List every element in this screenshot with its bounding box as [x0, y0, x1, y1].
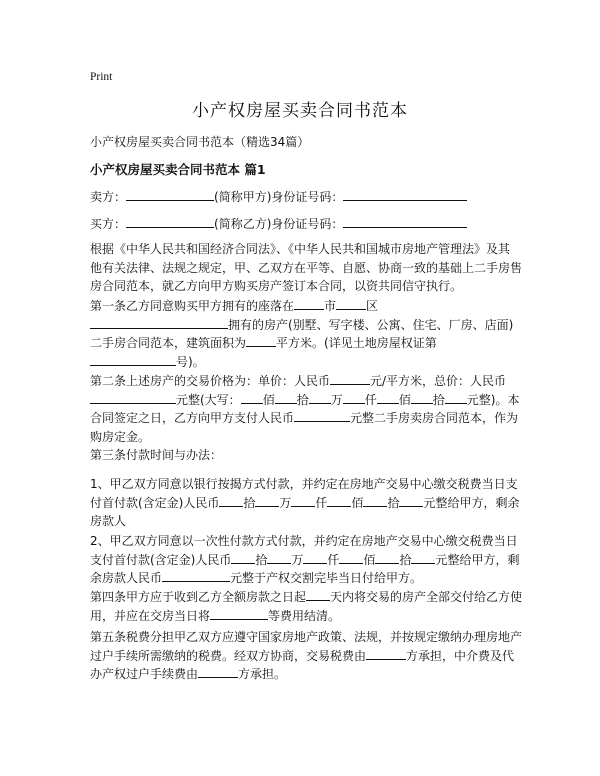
clause2-text: 元整给甲方，剩 — [435, 552, 520, 567]
clause2-text: 余房款人民币 — [90, 571, 163, 585]
article2-text: 合同签定之日，乙方向甲方支付人民币 — [90, 411, 295, 425]
unit-text: 仟 — [327, 552, 340, 567]
article1-text: 区 — [366, 299, 379, 313]
days-blank — [306, 588, 330, 601]
seller-name-blank — [126, 188, 214, 201]
article1-text: 拥有的房产(别墅、写字楼、公寓、住宅、厂房、店面) — [228, 317, 514, 332]
remaining-amount-blank — [162, 569, 230, 582]
article4-text: 第四条甲方应于收到乙方全额房款之日起 — [90, 590, 307, 604]
amount-digit-blank — [267, 551, 291, 564]
clause2-text: 元整于产权交割完毕当日付给甲方。 — [230, 571, 423, 585]
fees-blank — [210, 607, 268, 620]
clause1-text: 付首付款(含定金)人民币 — [90, 495, 220, 510]
total-price-blank — [90, 391, 176, 404]
amount-digit-blank — [327, 494, 351, 507]
amount-digit-blank — [343, 391, 365, 404]
article1-text: 市 — [324, 299, 337, 313]
amount-digit-blank — [375, 551, 399, 564]
article-1 — [90, 297, 520, 371]
article4-text: 用，并应在交房当日将 — [90, 608, 211, 623]
amount-digit-blank — [241, 391, 263, 404]
clause-2 — [90, 532, 520, 588]
transfer-fee-party-blank — [198, 665, 238, 678]
unit-text: 仟 — [364, 392, 377, 407]
seller-id-blank — [343, 188, 467, 201]
buyer-name-blank — [126, 215, 214, 228]
unit-text: 拾 — [432, 392, 445, 407]
article5-text: 方承担。 — [238, 667, 287, 681]
amount-digit-blank — [399, 494, 423, 507]
unit-text: 佰 — [262, 392, 275, 407]
unit-price-blank — [330, 372, 370, 385]
amount-digit-blank — [291, 494, 315, 507]
unit-text: 拾 — [255, 552, 268, 567]
unit-text: 拾 — [243, 495, 256, 510]
address-blank — [90, 316, 228, 329]
document-subtitle: 小产权房屋买卖合同书范本（精选34篇） — [90, 135, 310, 149]
unit-text: 佰 — [363, 552, 376, 567]
unit-text: 万 — [279, 495, 292, 510]
document-title: 小产权房屋买卖合同书范本 — [192, 101, 408, 121]
article1-text: 二手房合同范本，建筑面积为 — [90, 336, 247, 350]
article-4 — [90, 588, 523, 625]
clause2-text: 支付首付款(含定金)人民币 — [90, 552, 232, 567]
amount-digit-blank — [303, 551, 327, 564]
unit-text: 万 — [291, 552, 304, 567]
unit-text: 佰 — [398, 392, 411, 407]
article-2 — [90, 372, 520, 446]
article2-text: 元整(大写： — [176, 392, 241, 407]
article1-text: 平方米。(详见土地房屋权证第 — [276, 336, 437, 350]
unit-text: 佰 — [351, 495, 364, 510]
article2-text: 第二条上述房产的交易价格为：单价：人民币 — [90, 374, 331, 388]
article-5 — [90, 628, 523, 684]
section-heading: 小产权房屋买卖合同书范本 篇1 — [90, 162, 266, 177]
buyer-line — [90, 215, 467, 232]
clause1-text: 房款人 — [90, 514, 127, 528]
area-blank — [246, 334, 276, 347]
article2-text: 购房定金。 — [90, 429, 151, 444]
article2-text: 元整)。本 — [466, 392, 520, 407]
seller-label: 卖方： — [90, 190, 127, 204]
unit-text: 仟 — [315, 495, 328, 510]
amount-digit-blank — [219, 494, 243, 507]
preamble-paragraph — [90, 240, 523, 296]
amount-digit-blank — [255, 494, 279, 507]
buyer-suffix: (简称乙方)身份证号码： — [214, 217, 344, 231]
buyer-id-blank — [343, 215, 467, 228]
certificate-number-blank — [90, 353, 176, 366]
article4-text: 等费用结清。 — [268, 608, 341, 623]
article4-text: 天内将交易的房产全部交付给乙方使 — [330, 590, 523, 604]
amount-digit-blank — [411, 551, 435, 564]
amount-digit-blank — [339, 551, 363, 564]
clause-1 — [90, 475, 520, 531]
print-label[interactable]: Print — [90, 71, 113, 83]
city-blank — [294, 297, 324, 310]
preamble-line: 根据《中华人民共和国经济合同法》、《中华人民共和国城市房地产管理法》及其 — [90, 242, 511, 256]
deposit-blank — [294, 409, 350, 422]
unit-text: 万 — [330, 392, 343, 407]
preamble-line: 房合同范本，就乙方向甲方购买房产签订本合同，以资共同信守执行。 — [90, 279, 463, 293]
seller-suffix: (简称甲方)身份证号码： — [214, 190, 344, 204]
tax-party-blank — [366, 647, 406, 660]
article1-text: 第一条乙方同意购买甲方拥有的座落在 — [90, 299, 295, 313]
seller-line — [90, 188, 467, 205]
article5-text: 过户手续所需缴纳的税费。经双方协商，交易税费由 — [90, 648, 367, 663]
amount-digit-blank — [231, 551, 255, 564]
amount-digit-blank — [275, 391, 297, 404]
article1-text: 号)。 — [176, 354, 205, 369]
unit-text: 拾 — [399, 552, 412, 567]
article2-text: 元/平方米，总价：人民币 — [370, 374, 507, 388]
amount-digit-blank — [309, 391, 331, 404]
preamble-line: 他有关法律、法规之规定，甲、乙双方在平等、自愿、协商一致的基础上二手房售 — [90, 260, 523, 275]
buyer-label: 买方： — [90, 217, 127, 231]
article2-text: 元整二手房卖房合同范本，作为 — [350, 411, 519, 425]
article5-text: 第五条税费分担甲乙双方应遵守国家房地产政策、法规，并按规定缴纳办理房地产 — [90, 630, 523, 644]
clause1-text: 1、甲乙双方同意以银行按揭方式付款，并约定在房地产交易中心缴交税费当日支 — [90, 477, 518, 491]
clause1-text: 元整给甲方，剩余 — [423, 495, 520, 510]
district-blank — [336, 297, 366, 310]
article-3-heading: 第三条付款时间与办法： — [90, 448, 223, 462]
unit-text: 拾 — [296, 392, 309, 407]
amount-digit-blank — [411, 391, 433, 404]
clause2-text: 2、甲乙双方同意以一次性付款方式付款，并约定在房地产交易中心缴交税费当日 — [90, 534, 518, 548]
article5-text: 办产权过户手续费由 — [90, 667, 199, 681]
amount-digit-blank — [363, 494, 387, 507]
unit-text: 拾 — [387, 495, 400, 510]
article5-text: 方承担，中介费及代 — [406, 648, 515, 663]
amount-digit-blank — [377, 391, 399, 404]
amount-digit-blank — [445, 391, 467, 404]
